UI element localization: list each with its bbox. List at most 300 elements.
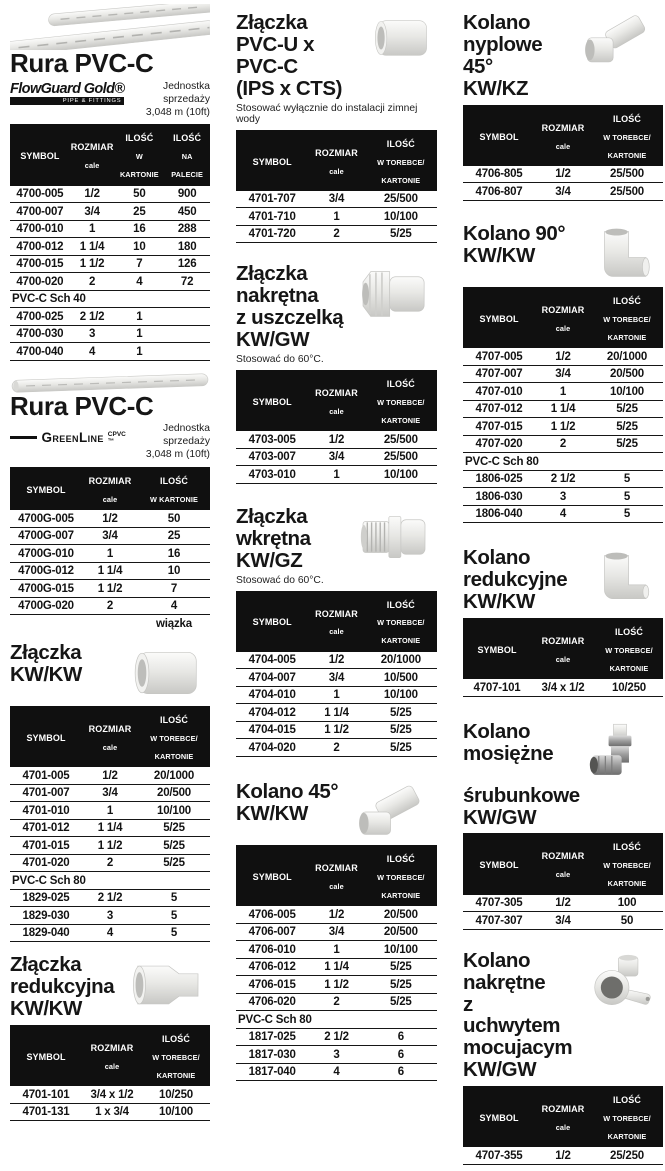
table-cell: 3/4 bbox=[70, 203, 115, 221]
table-row bbox=[10, 545, 210, 563]
table-cell: 100 bbox=[591, 895, 663, 912]
table-cell: 20/500 bbox=[365, 923, 437, 941]
column-header: SYMBOL bbox=[463, 833, 535, 894]
table-cell: 1/2 bbox=[82, 510, 138, 527]
table-cell: 4703-007 bbox=[236, 448, 308, 466]
column-header: ROZMIAR cale bbox=[82, 467, 138, 510]
table-cell: 4701-101 bbox=[10, 1086, 82, 1103]
table-cell: 180 bbox=[164, 238, 210, 256]
table-cell: 1 1/4 bbox=[82, 562, 138, 580]
table-cell: 3/4 bbox=[82, 784, 138, 802]
table-cell: 4701-015 bbox=[10, 837, 82, 855]
title-line: redukcyjne bbox=[463, 568, 568, 592]
table-row bbox=[463, 183, 663, 201]
table-cell: 4706-012 bbox=[236, 958, 308, 976]
table-cell: 5 bbox=[591, 505, 663, 523]
table-cell: 4700-007 bbox=[10, 203, 70, 221]
table-cell: 25/250 bbox=[591, 1147, 663, 1164]
column-header: ROZMIAR cale bbox=[308, 591, 364, 652]
section-kolano-nyplowe-45 bbox=[463, 12, 663, 201]
title-line: KW/GW bbox=[463, 805, 537, 829]
table-cell: 4700G-007 bbox=[10, 527, 82, 545]
section-zlaczka-kwkw bbox=[10, 642, 210, 942]
section-rura-pvcc-greenline bbox=[10, 373, 210, 632]
table-cell: 1/2 bbox=[82, 767, 138, 784]
table-cell: 1 1/2 bbox=[82, 580, 138, 598]
table-cell: 1/2 bbox=[535, 895, 591, 912]
column-header: ILOŚĆ W TOREBCE/ KARTONIE bbox=[591, 105, 663, 166]
section-kolano-nakretne-uchwyt bbox=[463, 950, 663, 1165]
table-row bbox=[10, 527, 210, 545]
section-header bbox=[236, 263, 437, 365]
title-line: śrubunkowe bbox=[463, 783, 580, 807]
table-row bbox=[10, 889, 210, 907]
table-cell: 4706-010 bbox=[236, 941, 308, 959]
table-header-row bbox=[463, 287, 663, 348]
table-cell: 4700-012 bbox=[10, 238, 70, 256]
table-cell: 450 bbox=[164, 203, 210, 221]
table-cell: 5/25 bbox=[365, 704, 437, 722]
table-cell: 7 bbox=[138, 580, 210, 598]
table-row bbox=[10, 597, 210, 615]
table-cell: 2 bbox=[82, 854, 138, 872]
table-cell: 2 bbox=[308, 739, 364, 757]
section-header bbox=[463, 547, 663, 613]
table-cell: 4703-010 bbox=[236, 466, 308, 484]
table-cell: 2 1/2 bbox=[308, 1028, 364, 1046]
column-header: ROZMIAR cale bbox=[82, 706, 138, 767]
table-cell: 4 bbox=[70, 343, 115, 361]
table-row bbox=[463, 895, 663, 912]
table-row bbox=[10, 343, 210, 361]
table-cell: 4706-015 bbox=[236, 976, 308, 994]
title-line: Kolano 90° bbox=[463, 221, 566, 245]
column-header: ILOŚĆ W KARTONIE bbox=[114, 124, 164, 185]
table-cell: 5/25 bbox=[138, 819, 210, 837]
table-row bbox=[10, 907, 210, 925]
table-row bbox=[10, 1086, 210, 1103]
table-cell: 2 bbox=[535, 435, 591, 453]
table-header-row bbox=[236, 591, 437, 652]
table-header-row bbox=[236, 130, 437, 191]
title-line: Kolano 45° bbox=[236, 779, 339, 803]
column-header: ILOŚĆ W TOREBCE/ KARTONIE bbox=[591, 287, 663, 348]
table-row bbox=[236, 652, 437, 669]
table-cell: 4706-807 bbox=[463, 183, 535, 201]
product-table bbox=[463, 833, 663, 929]
table-cell bbox=[164, 325, 210, 343]
column-header: SYMBOL bbox=[236, 370, 308, 431]
table-cell: 1 bbox=[308, 941, 364, 959]
table-header-row bbox=[236, 370, 437, 431]
table-row bbox=[463, 1147, 663, 1164]
table-row bbox=[10, 819, 210, 837]
table-cell: 3/4 bbox=[308, 923, 364, 941]
table-cell: 4701-010 bbox=[10, 802, 82, 820]
table-cell: 10/100 bbox=[365, 686, 437, 704]
table-header-row bbox=[10, 1025, 210, 1086]
pvc-pipes-photo bbox=[10, 4, 210, 50]
table-cell: 4701-007 bbox=[10, 784, 82, 802]
table-cell: 2 1/2 bbox=[70, 308, 115, 326]
table-cell: 4704-012 bbox=[236, 704, 308, 722]
column-header: ROZMIAR cale bbox=[535, 105, 591, 166]
title-line: Kolano bbox=[463, 11, 531, 34]
table-cell: 4706-005 bbox=[236, 906, 308, 923]
table-cell: 4700-040 bbox=[10, 343, 70, 361]
section-rura-pvcc-flowguard bbox=[10, 4, 210, 361]
flowguard-gold-logo: FlowGuard Gold® PIPE & FITTINGS bbox=[10, 80, 125, 104]
table-row bbox=[236, 448, 437, 466]
section-header bbox=[463, 721, 663, 829]
table-cell: 2 bbox=[82, 597, 138, 615]
table-cell: 10/100 bbox=[365, 466, 437, 484]
table-cell: 20/1000 bbox=[365, 652, 437, 669]
table-row bbox=[10, 325, 210, 343]
table-cell: 1 bbox=[114, 343, 164, 361]
column-header: ROZMIAR cale bbox=[308, 845, 364, 906]
table-row bbox=[10, 510, 210, 527]
table-cell: 50 bbox=[114, 186, 164, 203]
section-header bbox=[463, 12, 663, 100]
brass-elbow-photo bbox=[577, 721, 663, 783]
table-row bbox=[10, 854, 210, 872]
section-kolano-90 bbox=[463, 223, 663, 523]
table-cell: 4700G-005 bbox=[10, 510, 82, 527]
table-cell: 4707-012 bbox=[463, 400, 535, 418]
title-line: Złączka bbox=[10, 640, 82, 664]
table-cell: 4704-015 bbox=[236, 721, 308, 739]
column-2 bbox=[236, 0, 437, 1081]
title-line: mosiężne bbox=[463, 741, 554, 765]
title-line: mocujacym bbox=[463, 1036, 573, 1060]
table-cell: 25/500 bbox=[365, 448, 437, 466]
column-header: ILOŚĆ W TOREBCE/ KARTONIE bbox=[365, 591, 437, 652]
section-header bbox=[463, 223, 663, 267]
title-line: PVC-U x PVC-C bbox=[236, 32, 315, 78]
table-row bbox=[10, 837, 210, 855]
table-row bbox=[10, 203, 210, 221]
table-cell: 10/250 bbox=[142, 1086, 210, 1103]
table-cell: 4701-012 bbox=[10, 819, 82, 837]
table-row bbox=[236, 704, 437, 722]
table-cell: 4700-030 bbox=[10, 325, 70, 343]
table-cell: 1/2 bbox=[535, 1147, 591, 1164]
table-cell: 4706-007 bbox=[236, 923, 308, 941]
table-cell: 4704-005 bbox=[236, 652, 308, 669]
column-header: ILOŚĆ NA PALECIE bbox=[164, 124, 210, 185]
table-cell: 4707-355 bbox=[463, 1147, 535, 1164]
column-header: ROZMIAR cale bbox=[531, 618, 595, 679]
table-row bbox=[463, 912, 663, 930]
table-row bbox=[10, 615, 210, 632]
section-header bbox=[236, 506, 437, 586]
coupling-photo bbox=[367, 12, 437, 64]
table-cell: 3/4 bbox=[308, 669, 364, 687]
table-cell: 4 bbox=[138, 597, 210, 615]
male-adapter-photo bbox=[351, 506, 437, 568]
table-row bbox=[236, 906, 437, 923]
title-line: KW/GW bbox=[463, 1058, 537, 1082]
table-cell: 10/100 bbox=[142, 1103, 210, 1121]
table-cell: 6 bbox=[365, 1028, 437, 1046]
table-cell: 3/4 bbox=[308, 448, 364, 466]
table-header-row bbox=[10, 706, 210, 767]
street-elbow-photo bbox=[577, 12, 663, 74]
table-cell: 1829-030 bbox=[10, 907, 82, 925]
table-row bbox=[236, 976, 437, 994]
table-row bbox=[463, 348, 663, 365]
column-header: ILOŚĆ W TOREBCE/ KARTONIE bbox=[591, 833, 663, 894]
table-cell: 1/2 bbox=[535, 166, 591, 183]
section-zlaczka-redukcyjna bbox=[10, 954, 210, 1121]
section-zlaczka-nakretna bbox=[236, 263, 437, 483]
table-cell: 5 bbox=[591, 470, 663, 488]
table-cell: 25/500 bbox=[591, 183, 663, 201]
column-header: ROZMIAR cale bbox=[308, 370, 364, 431]
table-cell: 4707-010 bbox=[463, 383, 535, 401]
table-cell: wiązka bbox=[156, 617, 192, 630]
table-cell: 6 bbox=[365, 1063, 437, 1081]
column-header: SYMBOL bbox=[463, 1086, 535, 1147]
title-line: Złączka bbox=[10, 953, 82, 977]
table-row bbox=[236, 941, 437, 959]
subsection-label: PVC-C Sch 80 bbox=[236, 1011, 437, 1029]
product-table bbox=[10, 1025, 210, 1121]
table-cell: 5/25 bbox=[591, 400, 663, 418]
table-cell: 20/1000 bbox=[591, 348, 663, 365]
table-cell: 1817-025 bbox=[236, 1028, 308, 1046]
table-cell: 10/100 bbox=[138, 802, 210, 820]
table-cell: 10/100 bbox=[365, 941, 437, 959]
column-header: ROZMIAR cale bbox=[535, 287, 591, 348]
table-row bbox=[10, 1103, 210, 1121]
elbow90-photo bbox=[577, 223, 663, 285]
table-cell: 25/500 bbox=[591, 166, 663, 183]
table-row bbox=[463, 505, 663, 523]
subsection-label: PVC-C Sch 80 bbox=[10, 872, 210, 890]
table-cell: 1 bbox=[308, 686, 364, 704]
table-cell: 50 bbox=[591, 912, 663, 930]
table-cell: 1 1/2 bbox=[308, 976, 364, 994]
column-header: SYMBOL bbox=[10, 467, 82, 510]
table-cell: 3/4 x 1/2 bbox=[82, 1086, 142, 1103]
table-cell: 1806-030 bbox=[463, 488, 535, 506]
product-table bbox=[10, 706, 210, 942]
table-cell: 2 bbox=[70, 273, 115, 291]
column-header: ROZMIAR cale bbox=[535, 1086, 591, 1147]
table-cell: 4700G-020 bbox=[10, 597, 82, 615]
title-line: KW/GW bbox=[236, 328, 310, 352]
table-row bbox=[236, 993, 437, 1011]
table-cell: 4707-005 bbox=[463, 348, 535, 365]
title-line: KW/GZ bbox=[236, 548, 303, 572]
table-cell: 10/500 bbox=[365, 669, 437, 687]
table-cell: 3/4 bbox=[535, 912, 591, 930]
table-row bbox=[236, 225, 437, 243]
section-zlaczka-pvcu-pvcc bbox=[236, 12, 437, 243]
table-cell: 5/25 bbox=[365, 739, 437, 757]
table-cell: 4707-020 bbox=[463, 435, 535, 453]
title-line: Kolano bbox=[463, 546, 531, 570]
table-cell: 25/500 bbox=[365, 431, 437, 448]
table-cell: 20/1000 bbox=[138, 767, 210, 784]
table-cell: 3 bbox=[70, 325, 115, 343]
table-cell: 10/100 bbox=[365, 208, 437, 226]
table-row bbox=[10, 273, 210, 291]
table-cell: 4701-020 bbox=[10, 854, 82, 872]
table-cell: 5/25 bbox=[591, 435, 663, 453]
table-cell: 5/25 bbox=[365, 225, 437, 243]
table-cell: 1 bbox=[114, 308, 164, 326]
usage-note: Stosować do 60°C. bbox=[236, 574, 324, 586]
table-cell: 4704-007 bbox=[236, 669, 308, 687]
table-cell: 4706-805 bbox=[463, 166, 535, 183]
table-cell bbox=[164, 308, 210, 326]
table-cell: 5/25 bbox=[365, 976, 437, 994]
table-cell: 25/500 bbox=[365, 191, 437, 208]
table-row bbox=[463, 383, 663, 401]
table-cell: 4706-020 bbox=[236, 993, 308, 1011]
table-cell: 1806-025 bbox=[463, 470, 535, 488]
table-row bbox=[236, 208, 437, 226]
table-cell: 20/500 bbox=[591, 365, 663, 383]
table-row bbox=[236, 1063, 437, 1081]
table-header-row bbox=[10, 124, 210, 185]
column-header: SYMBOL bbox=[10, 706, 82, 767]
section-header bbox=[10, 954, 210, 1020]
title-line: Złączka wkrętna bbox=[236, 504, 311, 550]
table-row bbox=[236, 1028, 437, 1046]
table-cell: 4 bbox=[308, 1063, 364, 1081]
logo-rule bbox=[10, 436, 37, 440]
table-subsection-row bbox=[236, 1011, 437, 1029]
title-line: z uchwytem bbox=[463, 992, 561, 1038]
unit-of-sale-note: Jednostka sprzedaży 3,048 m (10ft) bbox=[145, 423, 210, 461]
table-cell: 4704-020 bbox=[236, 739, 308, 757]
column-header: ILOŚĆ W KARTONIE bbox=[138, 467, 210, 510]
table-cell: 4701-720 bbox=[236, 225, 308, 243]
table-header-row bbox=[463, 833, 663, 894]
table-cell bbox=[10, 615, 82, 632]
table-cell: 2 bbox=[308, 225, 364, 243]
table-row bbox=[463, 418, 663, 436]
column-header: SYMBOL bbox=[236, 845, 308, 906]
title-line: redukcyjna bbox=[10, 974, 115, 998]
table-cell: 2 1/2 bbox=[82, 889, 138, 907]
table-cell: 5/25 bbox=[365, 993, 437, 1011]
product-table bbox=[10, 124, 210, 360]
table-cell: 3/4 bbox=[82, 527, 138, 545]
table-cell: 1 bbox=[114, 325, 164, 343]
table-cell: 5 bbox=[138, 924, 210, 942]
column-header: ROZMIAR cale bbox=[308, 130, 364, 191]
table-cell: 1 1/2 bbox=[70, 255, 115, 273]
table-cell: 3/4 bbox=[308, 191, 364, 208]
table-row bbox=[236, 721, 437, 739]
table-header-row bbox=[236, 845, 437, 906]
table-row bbox=[463, 679, 663, 696]
table-cell: 1/2 bbox=[70, 186, 115, 203]
table-cell: 1 1/4 bbox=[70, 238, 115, 256]
usage-note: Stosować do 60°C. bbox=[236, 354, 324, 366]
column-header: ILOŚĆ W TOREBCE/ KARTONIE bbox=[365, 845, 437, 906]
table-cell: 1829-025 bbox=[10, 889, 82, 907]
table-row bbox=[10, 580, 210, 598]
table-cell: 72 bbox=[164, 273, 210, 291]
table-cell: 5/25 bbox=[365, 721, 437, 739]
table-header-row bbox=[10, 467, 210, 510]
table-cell: 1829-040 bbox=[10, 924, 82, 942]
table-row bbox=[10, 255, 210, 273]
drop-ear-elbow-photo bbox=[577, 950, 663, 1012]
section-header bbox=[10, 642, 210, 686]
table-row bbox=[10, 220, 210, 238]
table-cell: 126 bbox=[164, 255, 210, 273]
table-cell: 16 bbox=[114, 220, 164, 238]
table-cell: 4700-020 bbox=[10, 273, 70, 291]
table-row bbox=[10, 924, 210, 942]
section-header bbox=[10, 50, 210, 119]
table-cell: 1817-040 bbox=[236, 1063, 308, 1081]
column-header: ROZMIAR cale bbox=[82, 1025, 142, 1086]
table-cell: 4707-015 bbox=[463, 418, 535, 436]
section-kolano-mosiezne bbox=[463, 721, 663, 930]
product-table bbox=[463, 618, 663, 697]
product-table bbox=[463, 1086, 663, 1165]
table-cell: 10 bbox=[114, 238, 164, 256]
female-adapter-photo bbox=[351, 263, 437, 325]
table-cell bbox=[82, 615, 138, 632]
product-table bbox=[10, 467, 210, 632]
table-cell: 3 bbox=[82, 907, 138, 925]
table-cell: 4701-707 bbox=[236, 191, 308, 208]
table-row bbox=[10, 308, 210, 326]
table-subsection-row bbox=[10, 872, 210, 890]
table-cell: 5/25 bbox=[138, 837, 210, 855]
product-table bbox=[236, 130, 437, 244]
column-header: ILOŚĆ W TOREBCE/ KARTONIE bbox=[365, 370, 437, 431]
table-row bbox=[236, 191, 437, 208]
table-cell: 1 bbox=[308, 466, 364, 484]
column-header: SYMBOL bbox=[463, 287, 535, 348]
table-row bbox=[236, 1046, 437, 1064]
reducing-elbow-photo bbox=[577, 547, 663, 609]
section-kolano-redukcyjne bbox=[463, 547, 663, 696]
product-table bbox=[236, 845, 437, 1081]
table-subsection-row bbox=[10, 290, 210, 308]
title-line: KW/KW bbox=[10, 996, 83, 1020]
title-line: Rura PVC-C bbox=[10, 48, 154, 78]
table-cell: 3 bbox=[535, 488, 591, 506]
column-header: SYMBOL bbox=[463, 105, 535, 166]
title-line: nyplowe 45° bbox=[463, 32, 543, 78]
table-cell: 1806-040 bbox=[463, 505, 535, 523]
title-line: KW/KZ bbox=[463, 76, 529, 100]
title-line: Rura PVC-C bbox=[10, 390, 154, 421]
table-row bbox=[10, 186, 210, 203]
table-cell bbox=[164, 343, 210, 361]
table-cell: 1 1/4 bbox=[82, 819, 138, 837]
table-cell: 10/250 bbox=[595, 679, 663, 696]
table-cell: 3/4 x 1/2 bbox=[531, 679, 595, 696]
table-cell: 1 bbox=[82, 545, 138, 563]
table-cell: 4703-005 bbox=[236, 431, 308, 448]
table-row bbox=[236, 958, 437, 976]
table-cell: 4700-010 bbox=[10, 220, 70, 238]
table-header-row bbox=[463, 618, 663, 679]
column-header: ROZMIAR cale bbox=[70, 124, 115, 185]
